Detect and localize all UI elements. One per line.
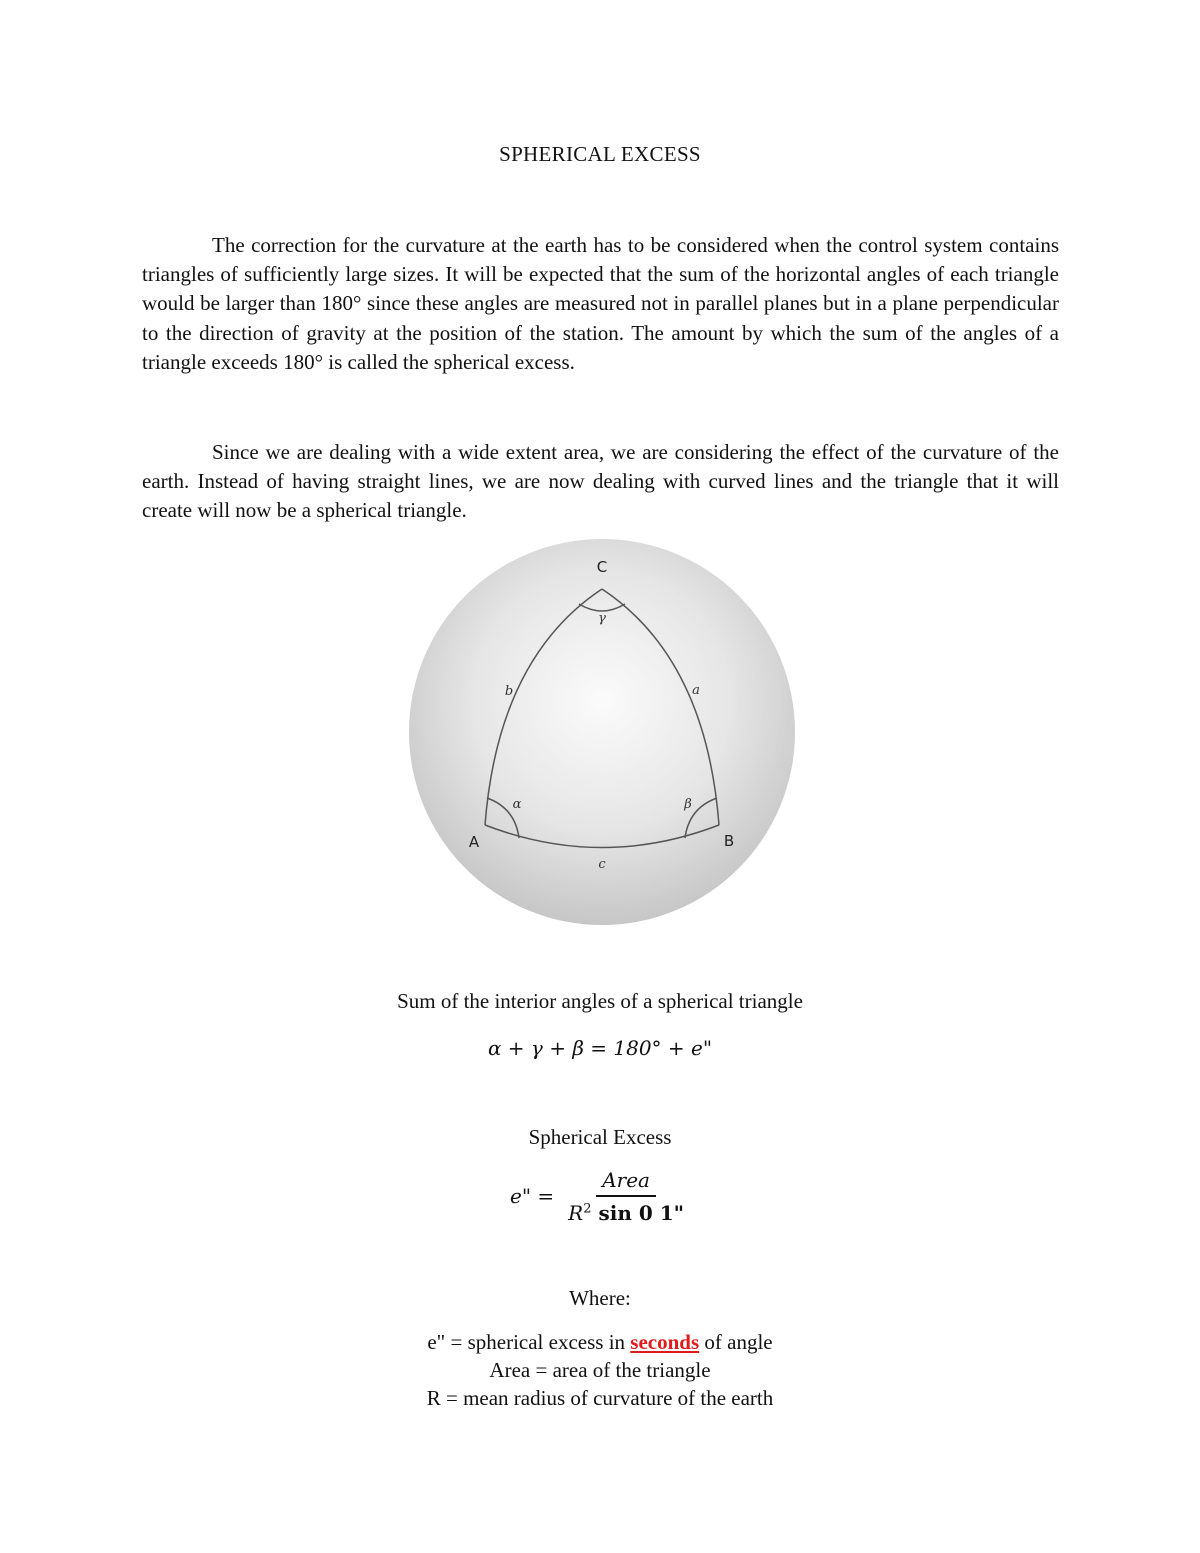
denominator-rest: sin 0 1" <box>591 1200 685 1225</box>
side-label-b: b <box>504 684 514 699</box>
where-label: Where: <box>569 1286 631 1310</box>
definition-e-suffix: of angle <box>699 1330 773 1354</box>
spherical-triangle-figure <box>408 538 796 926</box>
intro-paragraph: The correction for the curvature at the earth has to be considered when the control system contains triangles of sufficiently large sizes. It will be expected that the sum of the horizontal angles of each triangle would be larger than 180° since these angles are measured not in parallel planes but in a plane perpendicular to the direction of gravity at the position of the station. The amount by which the sum of the angles of a triangle exceeds 180° is called the spherical excess. <box>142 233 1059 374</box>
side-label-c: c <box>598 857 606 872</box>
curvature-paragraph: Since we are dealing with a wide extent area, we are considering the effect of the curvature of the earth. Instead of having straight lines, we are now dealing with curved lines and the triangle that it will create will now be a spherical triangle. <box>142 440 1059 523</box>
excess-formula <box>510 1166 690 1226</box>
seconds-highlight: seconds <box>630 1330 700 1354</box>
definition-e <box>0 1330 1200 1355</box>
excess-heading: Spherical Excess <box>528 1125 672 1149</box>
denominator-exponent: 2 <box>583 1200 592 1216</box>
spherical-triangle-diagram <box>408 538 796 926</box>
page-title: SPHERICAL EXCESS <box>499 142 701 166</box>
excess-formula-lhs: e" = <box>510 1184 555 1208</box>
sum-formula: α + γ + β = 180° + e" <box>487 1036 713 1060</box>
angle-label-alpha: α <box>512 797 522 812</box>
vertex-label-a: A <box>468 833 480 851</box>
sum-heading: Sum of the interior angles of a spherical triangle <box>397 989 803 1013</box>
definition-e-prefix: e" = spherical excess in <box>427 1330 631 1354</box>
excess-denominator <box>562 1197 690 1225</box>
vertex-label-c: C <box>596 558 608 576</box>
angle-label-beta: β <box>684 797 692 812</box>
denominator-r: R <box>568 1200 584 1225</box>
angle-label-gamma: γ <box>598 611 606 626</box>
excess-fraction <box>562 1168 690 1225</box>
definition-radius: R = mean radius of curvature of the earth <box>426 1386 774 1410</box>
excess-numerator: Area <box>596 1168 656 1197</box>
side-label-a: a <box>692 683 700 698</box>
vertex-label-b: B <box>723 832 735 850</box>
definition-area: Area = area of the triangle <box>489 1358 711 1382</box>
